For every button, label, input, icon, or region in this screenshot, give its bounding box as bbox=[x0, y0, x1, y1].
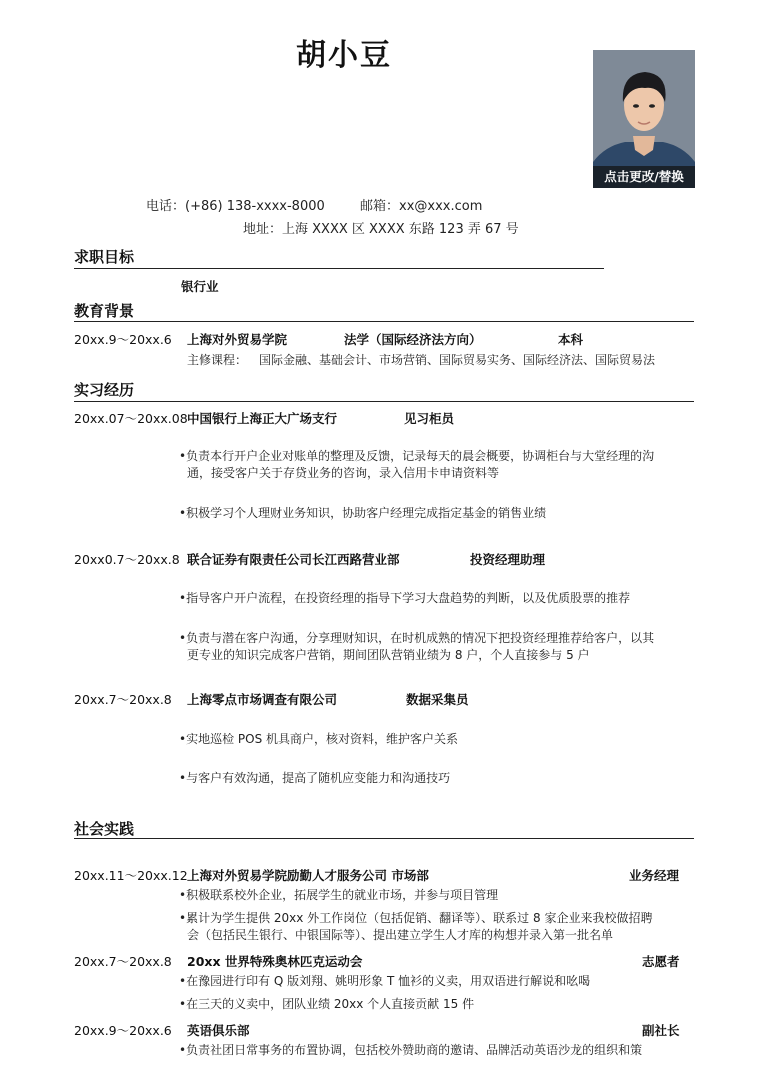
objective-divider bbox=[74, 268, 604, 269]
social-divider bbox=[74, 838, 694, 839]
internship-1-bullet: •积极学习个人理财业务知识，协助客户经理完成指定基金的销售业绩 bbox=[179, 506, 547, 520]
email: 邮箱：xx@xxx.com bbox=[360, 199, 483, 214]
social-3-date: 20xx.9～20xx.6 bbox=[74, 1023, 172, 1038]
resume-name: 胡小豆 bbox=[296, 38, 392, 73]
social-2-bullet: •在豫园进行印有 Q 版刘翔、姚明形象 T 恤衫的义卖，用双语进行解说和吆喝 bbox=[179, 974, 591, 988]
internship-3-date: 20xx.7～20xx.8 bbox=[74, 692, 172, 707]
education-courses: 国际金融、基础会计、市场营销、国际贸易实务、国际经济法、国际贸易法 bbox=[259, 353, 656, 367]
social-2-bullet: •在三天的义卖中，团队业绩 20xx 个人直接贡献 15 件 bbox=[179, 997, 475, 1011]
social-1-bullet: •累计为学生提供 20xx 外工作岗位（包括促销、翻译等）、联系过 8 家企业来我校做招聘 bbox=[179, 911, 653, 925]
internship-1-date: 20xx.07～20xx.08 bbox=[74, 411, 188, 426]
internship-divider bbox=[74, 401, 694, 402]
education-major: 法学（国际经济法方向） bbox=[344, 332, 482, 347]
internship-2-bullet-cont: 更专业的知识完成客户营销，期间团队营销业绩为 8 户，个人直接参与 5 户 bbox=[187, 648, 590, 662]
education-courses-label: 主修课程： bbox=[187, 353, 248, 367]
phone: 电话：(+86) 138-xxxx-8000 bbox=[146, 199, 325, 214]
social-1-bullet: •积极联系校外企业，拓展学生的就业市场，并参与项目管理 bbox=[179, 888, 499, 902]
internship-3-bullet: •与客户有效沟通，提高了随机应变能力和沟通技巧 bbox=[179, 771, 451, 785]
internship-3-org: 上海零点市场调查有限公司 bbox=[187, 692, 338, 707]
social-2-org: 20xx 世界特殊奥林匹克运动会 bbox=[187, 954, 363, 969]
social-1-org: 上海对外贸易学院励勤人才服务公司 市场部 bbox=[187, 868, 429, 883]
objective-title: 求职目标 bbox=[74, 248, 135, 266]
social-2-date: 20xx.7～20xx.8 bbox=[74, 954, 172, 969]
social-3-role: 副社长 bbox=[642, 1023, 680, 1038]
education-title: 教育背景 bbox=[74, 302, 135, 320]
social-1-date: 20xx.11～20xx.12 bbox=[74, 868, 188, 883]
education-divider bbox=[74, 321, 694, 322]
profile-photo[interactable] bbox=[593, 50, 695, 188]
social-1-bullet-cont: 会（包括民生银行、中银国际等）、提出建立学生人才库的构想并录入第一批名单 bbox=[187, 928, 614, 942]
internship-1-role: 见习柜员 bbox=[404, 411, 455, 426]
change-photo-button[interactable]: 点击更改/替换 bbox=[593, 166, 695, 188]
social-3-bullet: •负责社团日常事务的布置协调，包括校外赞助商的邀请、品牌活动英语沙龙的组织和策 bbox=[179, 1043, 643, 1057]
internship-1-bullet-cont: 通，接受客户关于存贷业务的咨询，录入信用卡申请资料等 bbox=[187, 466, 500, 480]
internship-2-bullet: •指导客户开户流程，在投资经理的指导下学习大盘趋势的判断，以及优质股票的推荐 bbox=[179, 591, 631, 605]
education-date: 20xx.9～20xx.6 bbox=[74, 332, 172, 347]
internship-2-org: 联合证券有限责任公司长江西路营业部 bbox=[187, 552, 400, 567]
education-school: 上海对外贸易学院 bbox=[187, 332, 288, 347]
social-2-role: 志愿者 bbox=[642, 954, 680, 969]
social-1-role: 业务经理 bbox=[629, 868, 680, 883]
social-title: 社会实践 bbox=[74, 820, 135, 838]
internship-2-role: 投资经理助理 bbox=[470, 552, 546, 567]
social-3-org: 英语俱乐部 bbox=[187, 1023, 250, 1038]
internship-3-role: 数据采集员 bbox=[406, 692, 469, 707]
address: 地址：上海 XXXX 区 XXXX 东路 123 弄 67 号 bbox=[243, 222, 519, 237]
education-degree: 本科 bbox=[558, 332, 584, 347]
internship-2-bullet: •负责与潜在客户沟通，分享理财知识，在时机成熟的情况下把投资经理推荐给客户，以其 bbox=[179, 631, 655, 645]
internship-3-bullet: •实地巡检 POS 机具商户，核对资料，维护客户关系 bbox=[179, 732, 459, 746]
internship-1-org: 中国银行上海正大广场支行 bbox=[187, 411, 338, 426]
objective-value: 银行业 bbox=[181, 279, 219, 294]
internship-1-bullet: •负责本行开户企业对账单的整理及反馈，记录每天的晨会概要，协调柜台与大堂经理的沟 bbox=[179, 449, 655, 463]
internship-title: 实习经历 bbox=[74, 381, 135, 399]
internship-2-date: 20xx0.7～20xx.8 bbox=[74, 552, 180, 567]
